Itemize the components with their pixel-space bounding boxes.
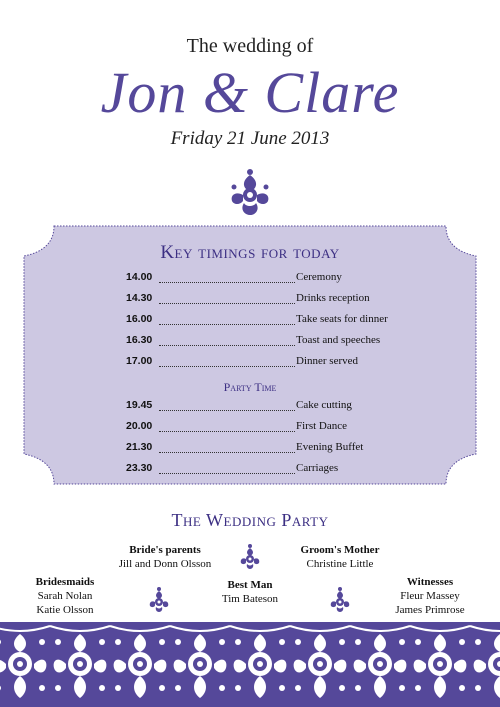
dotted-leader xyxy=(159,431,295,432)
timing-row xyxy=(126,292,396,310)
timings-card xyxy=(20,222,480,488)
timing-time: 16.00 xyxy=(126,313,153,325)
timing-row xyxy=(126,462,396,480)
dotted-leader xyxy=(159,345,295,346)
brides-parents xyxy=(95,543,235,571)
role-label: Bridesmaids xyxy=(35,576,95,588)
timing-row xyxy=(126,313,396,331)
timing-time: 19.45 xyxy=(126,399,153,411)
timing-row xyxy=(126,399,396,417)
role-label: Groom's Mother xyxy=(300,544,380,556)
person-name: Jill and Donn Olsson xyxy=(118,558,212,570)
timing-event: Cake cutting xyxy=(296,399,352,411)
timing-row xyxy=(126,355,396,373)
dotted-leader xyxy=(159,452,295,453)
timings-title: Key timings for today xyxy=(160,242,340,263)
timing-time: 20.00 xyxy=(126,420,153,432)
timing-time: 16.30 xyxy=(126,334,153,346)
timing-row xyxy=(126,271,396,289)
timing-event: Toast and speeches xyxy=(296,334,381,346)
person-name: James Primrose xyxy=(395,604,465,616)
dotted-leader xyxy=(159,303,295,304)
dotted-leader xyxy=(159,282,295,283)
wedding-date: Friday 21 June 2013 xyxy=(170,128,330,149)
person-name: Christine Little xyxy=(306,558,374,570)
bridesmaids xyxy=(15,575,115,617)
dotted-leader xyxy=(159,473,295,474)
party-time-heading: Party Time xyxy=(223,380,277,394)
best-man xyxy=(200,578,300,606)
dotted-leader xyxy=(159,366,295,367)
timing-event: Ceremony xyxy=(296,271,342,283)
role-label: Bride's parents xyxy=(129,544,201,556)
timing-event: Take seats for dinner xyxy=(296,313,388,325)
timing-event: Dinner served xyxy=(296,355,359,367)
person-name: Fleur Massey xyxy=(400,590,460,602)
timing-row xyxy=(126,441,396,459)
couple-names: Jon & Clare xyxy=(100,60,400,125)
intro-text: The wedding of xyxy=(186,35,314,57)
timing-event: Carriages xyxy=(296,462,339,474)
timing-event: Evening Buffet xyxy=(296,441,364,453)
timing-row xyxy=(126,334,396,352)
grooms-mother xyxy=(280,543,400,571)
timing-time: 23.30 xyxy=(126,462,153,474)
timing-time: 14.00 xyxy=(126,271,153,283)
wedding-party-title: The Wedding Party xyxy=(171,510,329,530)
damask-border xyxy=(0,622,500,707)
witnesses xyxy=(375,575,485,617)
dotted-leader xyxy=(159,324,295,325)
damask-ornament-icon xyxy=(239,543,261,569)
person-name: Sarah Nolan xyxy=(37,590,93,602)
person-name: Tim Bateson xyxy=(221,593,279,605)
damask-ornament-icon xyxy=(224,165,276,217)
person-name: Katie Olsson xyxy=(36,604,94,616)
timing-time: 17.00 xyxy=(126,355,153,367)
timing-row xyxy=(126,420,396,438)
role-label: Witnesses xyxy=(406,576,454,588)
timing-event: Drinks reception xyxy=(296,292,370,304)
timing-time: 21.30 xyxy=(126,441,153,453)
damask-ornament-icon xyxy=(148,586,170,612)
timing-event: First Dance xyxy=(296,420,348,432)
damask-ornament-icon xyxy=(329,586,351,612)
role-label: Best Man xyxy=(227,579,273,591)
dotted-leader xyxy=(159,410,295,411)
damask-pattern xyxy=(0,622,500,707)
timing-time: 14.30 xyxy=(126,292,153,304)
